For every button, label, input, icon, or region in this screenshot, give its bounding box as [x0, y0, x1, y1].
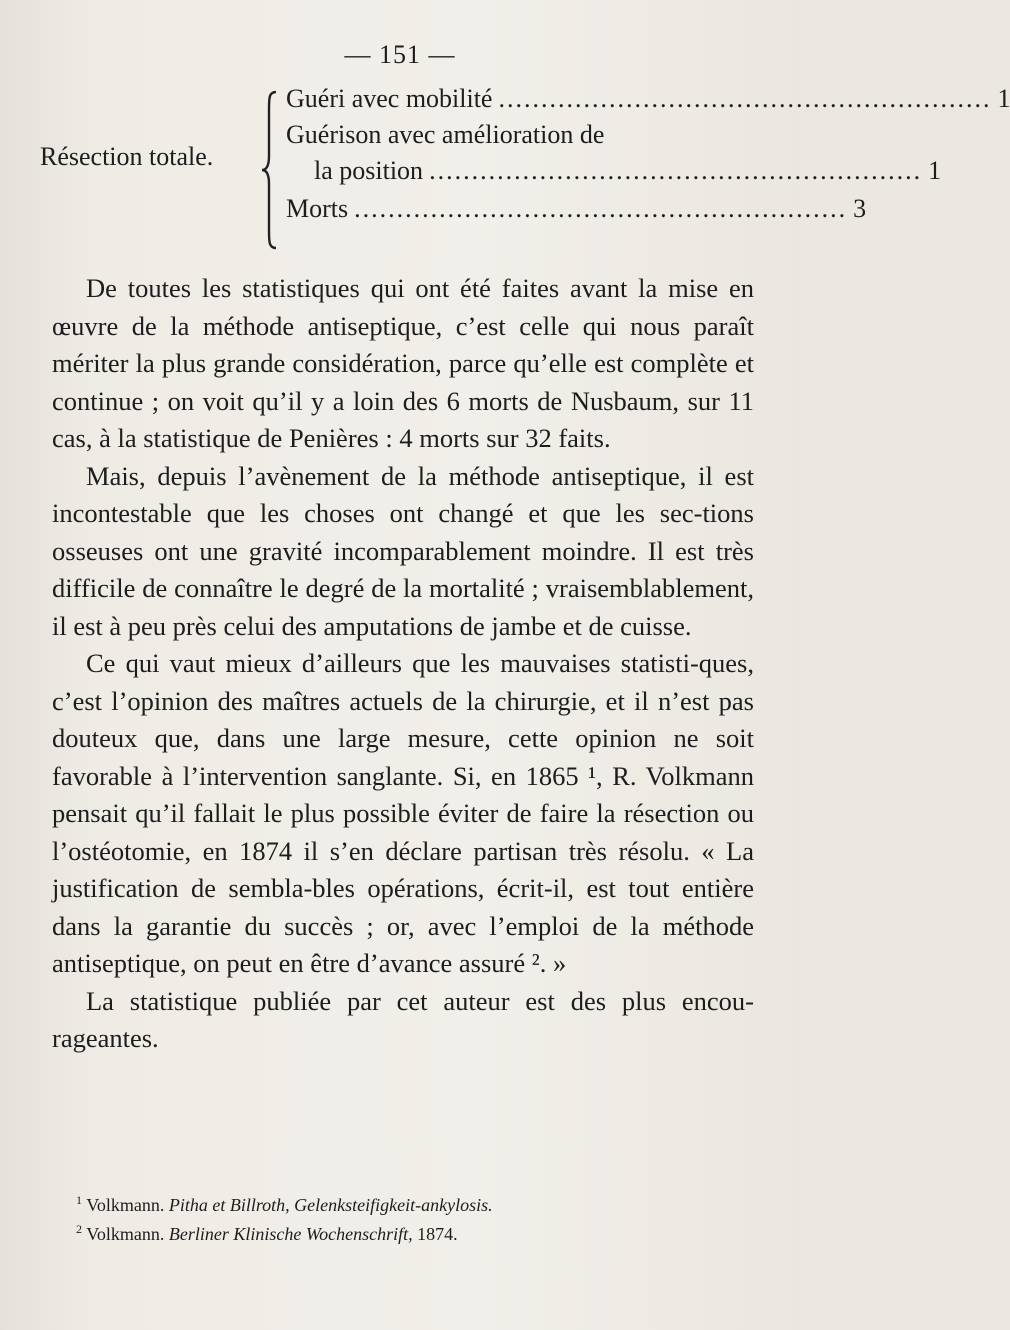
stats-row	[286, 194, 867, 224]
stats-row-label: Morts	[286, 194, 349, 223]
footnote-title: Pitha et Billroth, Gelenksteifigkeit-ankylosis.	[168, 1195, 493, 1215]
footnote-number: 2	[76, 1222, 82, 1236]
stats-row-label: la position	[314, 156, 424, 185]
stats-row-label: Guéri avec mobilité	[286, 84, 493, 113]
stats-row-value: 3	[853, 194, 867, 223]
stats-row-value: 1	[997, 84, 1010, 113]
stats-row	[286, 120, 748, 150]
body-text	[52, 270, 754, 1058]
stats-row-value: 1	[928, 156, 942, 185]
footnotes	[58, 1188, 758, 1246]
curly-brace-icon	[260, 90, 280, 250]
stats-row-continuation	[314, 156, 942, 186]
footnote-title: Berliner Klinische Wochenschrift,	[168, 1224, 413, 1244]
paragraph: Ce qui vaut mieux d’ailleurs que les mauvaises statisti-ques, c’est l’opinion des maîtres actuels de la chirurgie, et il n’est pas douteux que, dans une large mesure, cette opinion ne soit favorable à l’intervention sanglante. Si, en 1865 ¹, R. Volkmann pensait qu’il fallait le plus possible éviter de faire la résection ou l’ostéotomie, en 1874 il s’en déclare partisan très résolu. « La justification de sembla-bles opérations, écrit-il, est tout entière dans la garantie du succès ; or, avec l’emploi de la méthode antiseptique, on peut en être d’avance assuré ². »	[52, 648, 754, 978]
footnote	[58, 1188, 758, 1217]
stats-category-label: Résection totale.	[40, 142, 214, 171]
paragraph: De toutes les statistiques qui ont été faites avant la mise en œuvre de la méthode antiseptique, c’est celle qui nous paraît mériter la plus grande considération, parce qu’elle est complète et continue ; on voit qu’il y a loin des 6 morts de Nusbaum, sur 11 cas, à la statistique de Penières : 4 morts sur 32 faits.	[52, 273, 754, 453]
leader-dots: ..........................................................	[429, 156, 923, 185]
leader-dots: ..........................................................	[498, 84, 992, 113]
footnote-tail: 1874.	[412, 1224, 458, 1244]
footnote-number: 1	[76, 1193, 82, 1207]
paragraph: La statistique publiée par cet auteur est des plus encou-rageantes.	[52, 985, 754, 1053]
statistics-table	[30, 84, 1010, 254]
page-number: — 151 —	[344, 40, 456, 69]
stats-row-label: Guérison avec amélioration de	[286, 120, 605, 149]
footnote	[58, 1217, 758, 1246]
leader-dots: ..........................................................	[354, 194, 848, 223]
footnote-author: Volkmann.	[86, 1195, 165, 1215]
stats-row	[286, 84, 1010, 114]
footnote-author: Volkmann.	[86, 1224, 165, 1244]
paragraph: Mais, depuis l’avènement de la méthode antiseptique, il est incontestable que les choses ont changé et que les sec-tions osseuses ont une gravité incomparablement moindre. Il est très difficile de connaître le degré de la mortalité ; vraisemblablement, il est à peu près celui des amputations de jambe et de cuisse.	[52, 460, 754, 641]
